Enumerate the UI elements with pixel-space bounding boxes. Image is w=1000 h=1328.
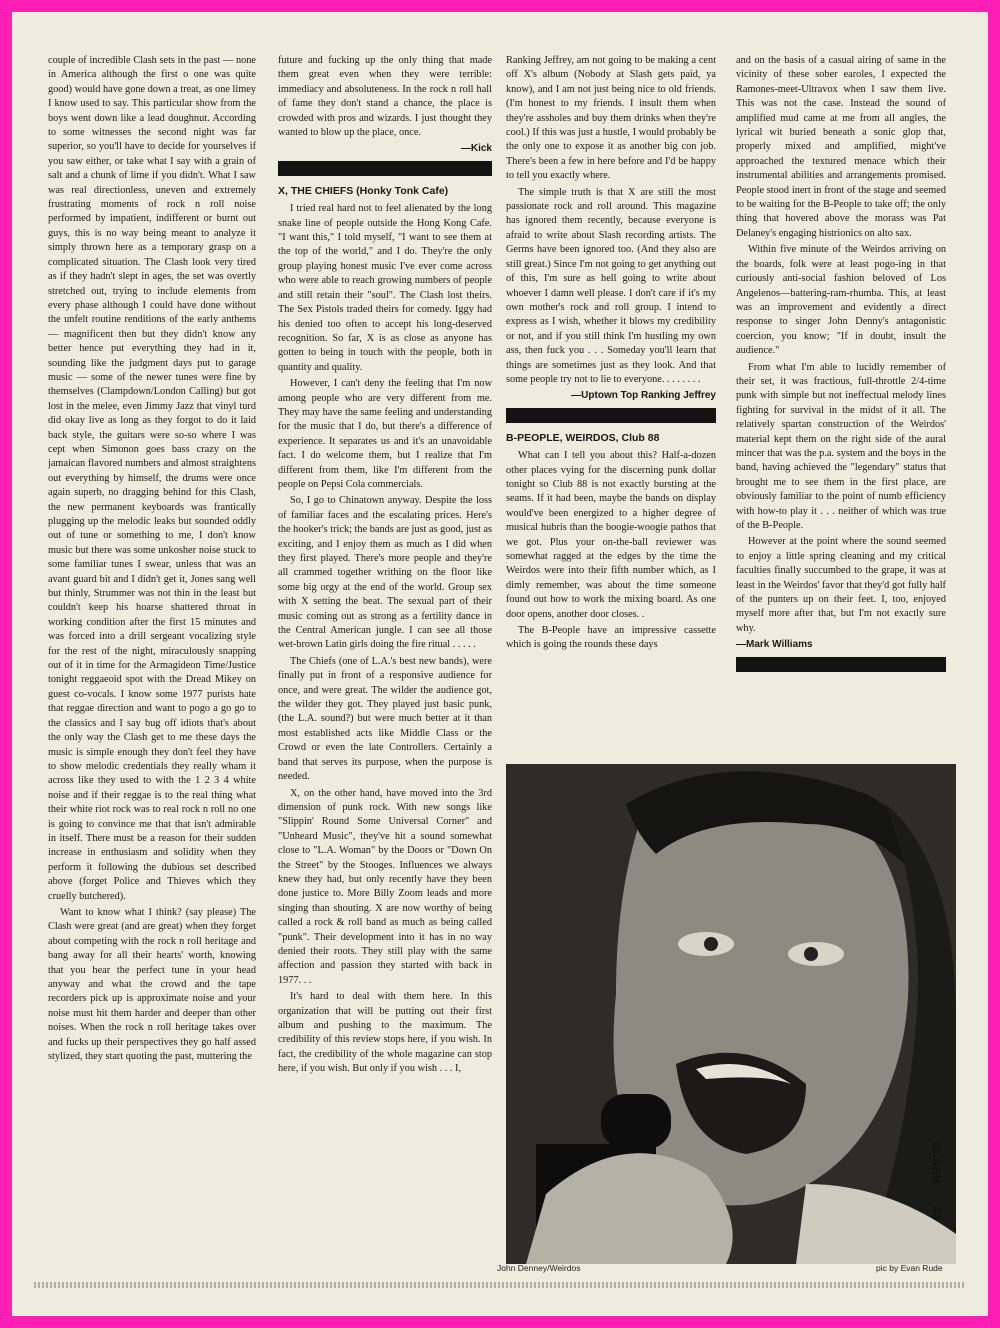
paragraph: I tried real hard not to feel alienated by the long snake line of people outside the Hong Kong Cafe. "I want this," I told myself, "I want to see them at the top of the world," and I do. They're the only group playing honest music I've ever come across who were able to reach growing numbers of people and still retain their "soul". The Clash lost theirs. The Sex Pistols traded theirs for comedy. Iggy had his denied too often to accept his long-deserved recognition. So far, X is as close as anyone has gotten to being in touch with the people, both in quantity and quality. (278, 203, 492, 373)
photo-credit: pic by Evan Rude (876, 1263, 943, 1273)
column-4 (736, 54, 946, 794)
paragraph: future and fucking up the only thing that made them great even when they were terrible: immediacy and absoluteness. In the rock n roll hall of fame they don't stand a chance, the place is crowded with pros and wizards. I just thought they wanted to blow up the place, once. (278, 55, 492, 139)
photo-singer (506, 764, 956, 1264)
paragraph: It's hard to deal with them here. In this organization that will be putting out their first album and pushing to the maximum. The credibility of this review stops here, if you wish. In fact, the credibility of the whole magazine can stop here, if you wish. But only if you wish . . . I, (278, 991, 492, 1075)
byline: —Kick (460, 143, 492, 155)
paragraph: From what I'm able to lucidly remember of their set, it was fractious, full-throttle 2/4-time punk with simple but not ineffectual melody lines fighting for survival in the midst of it all. The relatively spartan construction of the Weirdos' material kept them on the right side of the aural mincer that was the p.a. system and the boys in the band, having achieved the "legendary" status that brought me to see them in the first place, are obviously familiar to the point of numb efficiency with how-to play it . . . neither of which was true of the B-People. (736, 361, 946, 531)
divider-bar (506, 408, 716, 423)
column-3 (506, 54, 716, 754)
paragraph: couple of incredible Clash sets in the past — none in America although the first o one was quite good) would have gone down a treat, as one limey I know used to say. This particular show from the boys went down like a lead doughnut. According to some witnesses the second night was far superior, so you'll have to decide for yourselves if you saw either, or take what I say with a grain of salt and a chunk of lime if you didn't. What I saw was real directionless, uneven and extremely frustrating moments of rock n roll noise performed by impatient, indifferent or burnt out guys, this is no way being meant to analyze it simply thrown here as a temporary grasp on a complicated situation. The Clash look very tired as if they hadn't slept in ages, the set was overtly stretched out, trying to include elements from every phase although I could have done without the unfelt routine renditions of the early anthems — magnificent then but they didn't know any better hence put everything they had in it, sounding like the judgment days put to garage music — some of the newer tunes were fine by themselves (Clampdown/London Calling) but got lost in the melee, even Jimmy Jazz that vinyl turd did okay live as long as they forgot to do it laid back style, the guitars were so-so where I was cept when Simonon goes bass crazy on the jamaican flavored numbers and almost straightens out everything by himself, the drums were once again superb, no dragging behind for this Clash, the new permanent keyboards was frantically plugging up the melodic leaks but sounded oddly out of tune or something to me, I don't know music but there was some unkosher noise stuck to some familiar tunes I swear, unless that was an avant guard bit and I didn't get it, Jones sang well but thinly, Strummer was not thin in the least but couldn't keep his hoarse shattered throat in working condition after the first 15 minutes and was forced into a drill sergeant vocalizing style for the rest of the night, miraculously snapping out of it in time for the Armagideon Time/Justice tonight reggaeoid spot with the Dread Mikey on guest co-vocals. I know some 1977 purists hate that reggae direction and want to pogo a go go to the classics and I say bug off idiots that's about the only way the Clash get to me these days the music is simple enough they don't feel they have to show melodic credentials they really wham it across like they used to with the 1 2 3 4 white noise and if their reggae is to the real thing what their white riot rock was to real rock n roll no one is going to convince me that that isn't admirable in itself. There must be a reason for their sudden increase in enthusiasm and solidity when they perform it following the dubious set described above (forget Police and Thieves which they cruelly butchered). (48, 55, 256, 902)
photo-illustration (506, 764, 956, 1264)
review-heading: B-PEOPLE, WEIRDOS, Club 88 (506, 431, 660, 444)
paragraph: The simple truth is that X are still the most passionate rock and roll around. This magazine has ignored them recently, because everyone is afraid to write about Slash recording artists. The Germs have been ignored too. (And they also are still great.) Since I'm not going to get anything out of this, I'm sure as hell going to write about whoever I damn well please. I don't care if it's my own mother's rock and roll group. I intend to express as I wish, whether it blows my credibility or not, and if you still think I'm hustling my own ass, then fuck you . . . Someday you'll learn that things are sometimes just as they look. And that some people try not to lie to everyone. . . . . . . . (506, 186, 716, 385)
paragraph: Ranking Jeffrey, am not going to be making a cent off X's album (Nobody at Slash gets paid, ya know), and I am not just being nice to old friends. (I'm honest to my friends. I insult them when they're assholes and buy them drinks when they're cool.) If this was just a hustle, I would probably be the only one to expose it as another big con job. There's been a few in here before and I'd be happy to tell you exactly where. (506, 55, 716, 182)
column-1 (48, 54, 256, 1294)
paragraph: Want to know what I think? (say please) The Clash were great (and are great) when they forget about competing with the rock n roll heritage and bang away for all their hearts' worth, knowing that you hear the perfect tune in your head anyway and what the crowd and the tape recorders pick up is approximate noise and your noise must hit them harder and deeper than other noises. When the rock n roll heritage takes over and fucks up their perspectives they go half assed stylized, they start quoting the past, muttering the (48, 906, 256, 1063)
paragraph: However at the point where the sound seemed to enjoy a little spring cleaning and my critical faculties finally succumbed to the grape, it was at least in the Weirdos' favor that they'd got fully half of the punters up on their feet. I, too, enjoyed myself more after that, but I'm not exactly sure why. (736, 536, 946, 634)
paragraph: So, I go to Chinatown anyway. Despite the loss of familiar faces and the escalating prices. Here's the hooker's trick; the bands are just as good, just as exciting, and I enjoy them as much as I did when they first played. There's more people and they're all crammed together writhing on the floor like some big orgy at the end of the world. Group sex with X setting the beat. The sexual part of their music coming out as strong as a fertility dance in the Central American jungle. I can see all those wet-brown Latin girls doing the fire ritual . . . . . (278, 495, 492, 651)
paragraph: What can I tell you about this? Half-a-dozen other places vying for the discerning punk dollar tonight so Club 88 is not exactly bursting at the seams. If it had been, maybe the bands on display would've been energized to a higher degree of musical hubris than the boogie-woogie pathos that we got. Plus your on-the-ball reviewer was somewhat ragged at the edges by the time the Weirdos were into their fifth number which, as I dimly remember, was about the time someone found out how to work the mixing board. As one door opens, another door closes. . (506, 450, 716, 620)
paragraph: However, I can't deny the feeling that I'm now among people who are very different from me. They may have the same feeling and understanding for the music that I do, but there's a difference of experience. It separates us and it's an unavoidable fact. I do welcome them, but I realize that I'm different from them, like I'm different from the people on Pepsi Cola commercials. (278, 378, 492, 490)
paragraph: The Chiefs (one of L.A.'s best new bands), were finally put in front of a responsive audience for once, and were great. The wilder the audience got, the wilder they got. They played just basic punk, (the L.A. sound?) but were much better at it than most established acts like Middle Class or the Crowd or even the late Controllers. Certainly a band that serves its purpose, when the purpose is needed. (278, 655, 492, 783)
footer-rule (34, 1282, 964, 1288)
divider-bar (736, 657, 946, 672)
paragraph: X, on the other hand, have moved into the 3rd dimension of punk rock. With new songs like "Slippin' Round Some Universal Corner" and "Unheard Music", they've hit a sound somewhat close to "L.A. Woman" by the Doors or "Down On the Street" by the Stooges. Influences we always knew they had, but only recently have they been done justice to. More Billy Zoom leads and more singing than shouting. X are now worthy of being called a rock & roll band as much as being called "punk". Their development into it has in no way denied their roots. They still play with the same affection and passion they started with back in 1977. . . (278, 787, 492, 986)
review-heading: X, THE CHIEFS (Honky Tonk Cafe) (278, 184, 449, 197)
paragraph: The B-People have an impressive cassette which is going the rounds these days (506, 625, 716, 651)
paragraph: Within five minute of the Weirdos arriving on the boards, folk were at least pogo-ing in that curiously anti-social fashion beloved of Los Angelenos—battering-ram-rhumba. This, at least was an improvement and evidently a direct response to singer John Denny's antagonistic coercion, you know; "If in doubt, insult the audience." (736, 244, 946, 357)
page-number: 33 (930, 1206, 942, 1221)
paragraph: and on the basis of a casual airing of same in the vicinity of these sober earoles, I expected the Ramones-meet-Ultravox when I saw them live. This was not the case. Instead the sound of amplified mud came at me from all angles, the lyrical wit buried beneath a sonic glop that, properly mixed and amplified, might've approached the textured menace which their instrumental abilities and arrangements promised. People stood inert in front of the stage and seemed to be waiting for the B-People to take off; the only thing that hovered above the morass was Pat Delaney's engaging histrionics on alto sax. (736, 55, 946, 239)
page-folio (922, 1142, 942, 1282)
photo-caption: John Denney/Weirdos (497, 1263, 581, 1273)
byline: —Uptown Top Ranking Jeffrey (571, 390, 716, 402)
column-2 (278, 54, 492, 1294)
byline: —Mark Williams (736, 639, 813, 651)
magazine-page (12, 12, 988, 1316)
divider-bar (278, 161, 492, 176)
magazine-name: SLASH (930, 1142, 942, 1185)
